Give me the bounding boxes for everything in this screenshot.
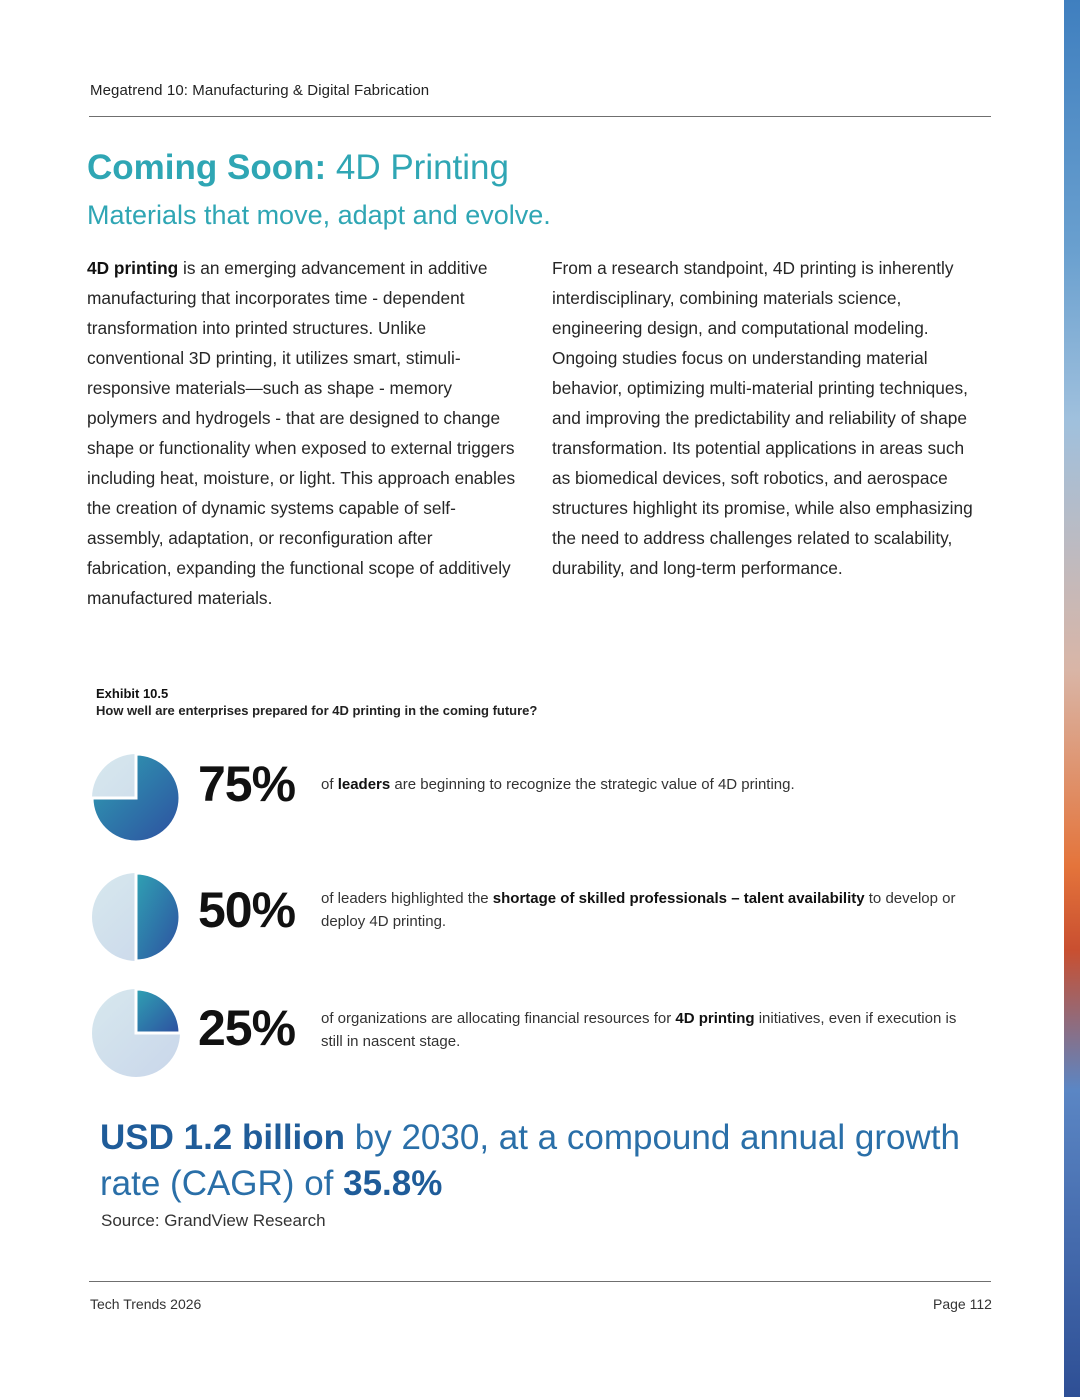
right-column-text: From a research standpoint, 4D printing is inherently interdisciplinary, combining materials science, engineering design, and computational modeling. Ongoing studies focus on understanding material behavior, optimizing multi-material printing techniques, and improving the predictability and reliability of shape transformation. Its potential applications in areas such as biomedical devices, soft robotics, and aerospace structures highlight its promise, while also emphasizing the need to address challenges related to scalability, durability, and long-term performance. <box>552 258 973 578</box>
page-title-rest: 4D Printing <box>326 148 509 187</box>
left-column-text <box>87 253 517 613</box>
stat-percent: 25% <box>198 1000 296 1056</box>
market-size-highlight <box>100 1115 1000 1207</box>
market-cagr-value: 35.8% <box>343 1164 443 1203</box>
left-column-lead: 4D printing <box>87 258 179 278</box>
exhibit-question: How well are enterprises prepared for 4D printing in the coming future? <box>96 703 538 718</box>
stat-desc-part: initiatives, even if execution is still in nascent stage. <box>321 1010 957 1050</box>
stat-desc-part: to develop or deploy 4D printing. <box>321 890 956 930</box>
stat-description <box>321 887 981 933</box>
pie-chart-25 <box>90 987 182 1079</box>
page-title <box>87 148 509 188</box>
stat-desc-part: of <box>321 776 338 793</box>
stat-row-3 <box>90 987 990 1079</box>
header-divider <box>89 116 991 117</box>
running-header: Megatrend 10: Manufacturing & Digital Fabrication <box>90 82 430 99</box>
market-size-value: USD 1.2 billion <box>100 1118 346 1157</box>
stat-row-2 <box>90 871 990 963</box>
exhibit-label: Exhibit 10.5 <box>96 686 169 701</box>
stat-desc-bold: 4D printing <box>675 1010 755 1027</box>
stat-percent: 50% <box>198 882 296 938</box>
pie-value-slice <box>136 873 180 961</box>
footer-publication: Tech Trends 2026 <box>90 1296 202 1312</box>
page-title-bold: Coming Soon: <box>87 148 327 187</box>
stat-desc-part: of organizations are allocating financial resources for <box>321 1010 676 1027</box>
stat-description <box>321 1007 981 1053</box>
stat-desc-bold: shortage of skilled professionals – talent availability <box>492 890 865 907</box>
stat-desc-part: of leaders highlighted the <box>321 890 493 907</box>
stat-percent: 75% <box>198 756 296 812</box>
stat-desc-part: are beginning to recognize the strategic value of 4D printing. <box>390 776 795 793</box>
decorative-side-strip <box>1064 0 1080 1397</box>
page-number: Page 112 <box>933 1296 992 1312</box>
footer-divider <box>89 1281 991 1282</box>
stat-row-1 <box>90 752 990 844</box>
stat-desc-bold: leaders <box>337 776 391 793</box>
pie-chart-50 <box>90 871 182 963</box>
stat-description <box>321 773 981 796</box>
page-subtitle: Materials that move, adapt and evolve. <box>87 200 551 230</box>
market-size-text: by 2030, at a compound annual growth rate (CAGR) of <box>100 1118 960 1203</box>
pie-value-slice <box>136 989 180 1033</box>
source-note: Source: GrandView Research <box>101 1211 326 1230</box>
pie-chart-75 <box>90 752 182 844</box>
left-column-body: is an emerging advancement in additive manufacturing that incorporates time - dependent transformation into printed structures. Unlike conventional 3D printing, it utilizes smart, stimuli-responsive materials—such as shape - memory polymers and hydrogels - that are designed to change shape or functionality when exposed to external triggers including heat, moisture, or light. This approach enables the creation of dynamic systems capable of self-assembly, adaptation, or reconfiguration after fabrication, expanding the functional scope of additively manufactured materials. <box>87 258 516 608</box>
